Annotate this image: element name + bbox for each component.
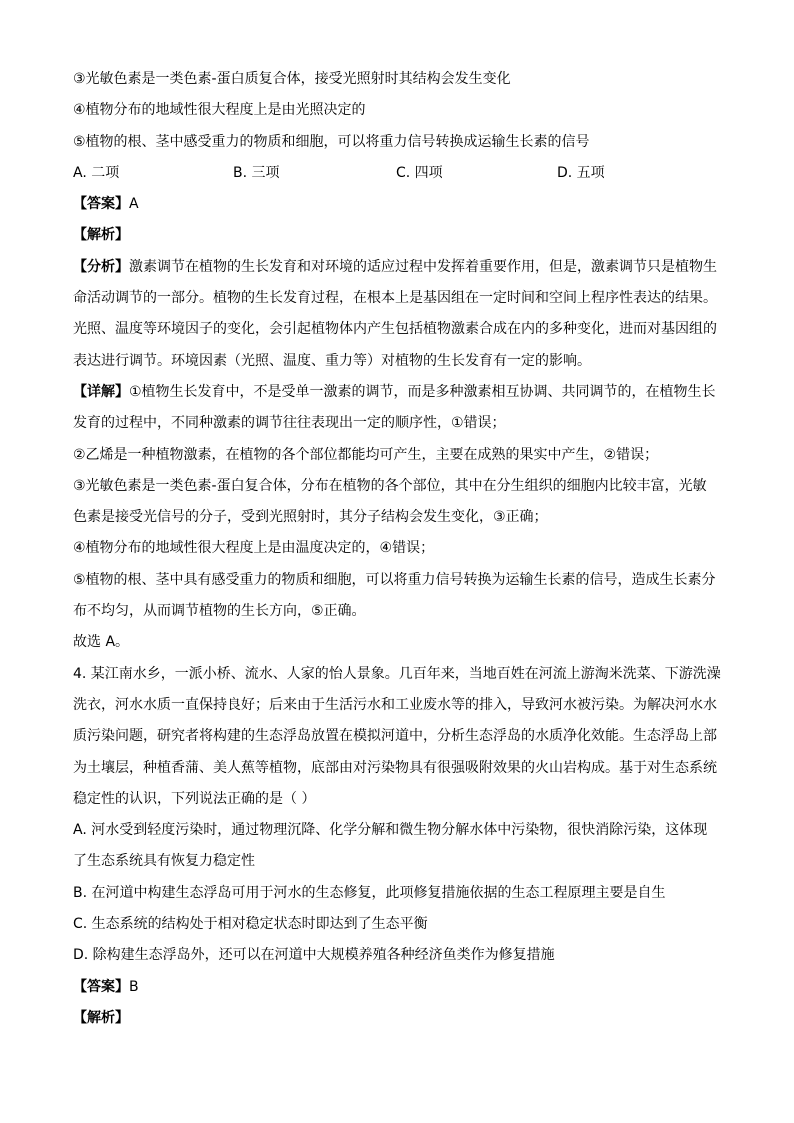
q3-xiangjie-line-8: 布不均匀，从而调节植物的生长方向，⑤正确。 — [73, 603, 366, 620]
q3-xiangjie-line-2: 发育的过程中，不同种激素的调节往往表现出一定的顺序性，①错误； — [73, 415, 506, 432]
q3-xiangjie-text-1: ①植物生长发育中，不是受单一激素的调节，而是多种激素相互协调、共同调节的，在植物生长 — [129, 383, 716, 400]
q4-stem-line-2: 洗衣，河水水质一直保持良好；后来由于生活污水和工业废水等的排入，导致河水被污染。为解决河水水 — [73, 696, 717, 713]
q3-xiangjie-line-4: ③光敏色素是一类色素-蛋白复合体，分布在植物的各个部位，其中在分生组织的细胞内比较丰富，光敏 — [73, 477, 707, 494]
q4-stem-line-1: 4. 某江南水乡，一派小桥、流水、人家的怡人景象。几百年来，当地百姓在河流上游淘米洗菜、下游洗澡 — [73, 665, 721, 682]
q3-fenxi-tag: 【分析】 — [73, 258, 129, 275]
statement-5: ⑤植物的根、茎中感受重力的物质和细胞，可以将重力信号转换成运输生长素的信号 — [73, 133, 590, 150]
statement-3: ③光敏色素是一类色素-蛋白质复合体，接受光照射时其结构会发生变化 — [73, 71, 511, 87]
q3-analysis-tag: 【解析】 — [73, 227, 129, 244]
q4-stem-line-3: 质污染问题，研究者将构建的生态浮岛放置在模拟河道中，分析生态浮岛的水质净化效能。生态浮岛上部 — [73, 728, 717, 745]
q3-option-c: C. 四项 — [396, 164, 443, 181]
q4-option-a-cont: 了生态系统具有恢复力稳定性 — [73, 853, 255, 870]
q3-xiangjie-line-6: ④植物分布的地域性很大程度上是由温度决定的，④错误； — [73, 540, 435, 557]
q4-answer-tag: 【答案】 — [73, 978, 129, 995]
q3-answer — [73, 189, 723, 220]
document-content — [73, 64, 723, 1034]
q4-answer — [73, 972, 723, 1003]
q3-xiangjie-line-7: ⑤植物的根、茎中具有感受重力的物质和细胞，可以将重力信号转换为运输生长素的信号，造成生长素分 — [73, 571, 716, 588]
q4-analysis-tag: 【解析】 — [73, 1009, 129, 1026]
q4-option-a: A. 河水受到轻度污染时，通过物理沉降、化学分解和微生物分解水体中污染物，很快消除污染，这体现 — [73, 822, 708, 839]
q3-xiangjie-line-1 — [73, 377, 723, 408]
q3-xiangjie-line-3: ②乙烯是一种植物激素，在植物的各个部位都能均可产生，主要在成熟的果实中产生，②错误； — [73, 446, 659, 463]
q3-fenxi-text-1: 激素调节在植物的生长发育和对环境的适应过程中发挥着重要作用，但是，激素调节只是植物生 — [129, 258, 717, 275]
q3-fenxi-line-4: 表达进行调节。环境因素（光照、温度、重力等）对植物的生长发育有一定的影响。 — [73, 352, 591, 369]
q4-stem-line-4: 为土壤层，种植香蒲、美人蕉等植物，底部由对污染物具有很强吸附效果的火山岩构成。基于对生态系统 — [73, 759, 717, 776]
q3-fenxi-line-1 — [73, 252, 723, 283]
q3-answer-tag: 【答案】 — [73, 196, 129, 213]
statement-4: ④植物分布的地域性很大程度上是由光照决定的 — [73, 102, 366, 119]
q3-xiangjie-line-5: 色素是接受光信号的分子，受到光照射时，其分子结构会发生变化，③正确； — [73, 509, 548, 526]
q3-option-b: B. 三项 — [233, 164, 280, 181]
q3-answer-value: A — [129, 196, 139, 213]
q4-option-b: B. 在河道中构建生态浮岛可用于河水的生态修复，此项修复措施依据的生态工程原理主要是自生 — [73, 884, 666, 901]
q4-option-c: C. 生态系统的结构处于相对稳定状态时即达到了生态平衡 — [73, 916, 428, 933]
q3-option-d: D. 五项 — [557, 164, 605, 181]
q3-analysis-heading — [73, 220, 723, 251]
q3-conclusion: 故选 A。 — [73, 634, 130, 651]
q3-option-a: A. 二项 — [73, 164, 120, 181]
q3-fenxi-line-3: 光照、温度等环境因子的变化，会引起植物体内产生包括植物激素合成在内的多种变化，进而对基因组的 — [73, 321, 717, 338]
q4-option-d: D. 除构建生态浮岛外，还可以在河道中大规模养殖各种经济鱼类作为修复措施 — [73, 947, 555, 964]
q3-fenxi-line-2: 命活动调节的一部分。植物的生长发育过程，在根本上是基因组在一定时间和空间上程序性表达的结果。 — [73, 290, 717, 307]
q3-options — [73, 158, 723, 189]
q4-analysis-heading — [73, 1003, 723, 1034]
q3-xiangjie-tag: 【详解】 — [73, 383, 129, 400]
q4-answer-value: B — [129, 978, 139, 995]
q4-stem-line-5: 稳定性的认识，下列说法正确的是（ ） — [73, 790, 316, 807]
